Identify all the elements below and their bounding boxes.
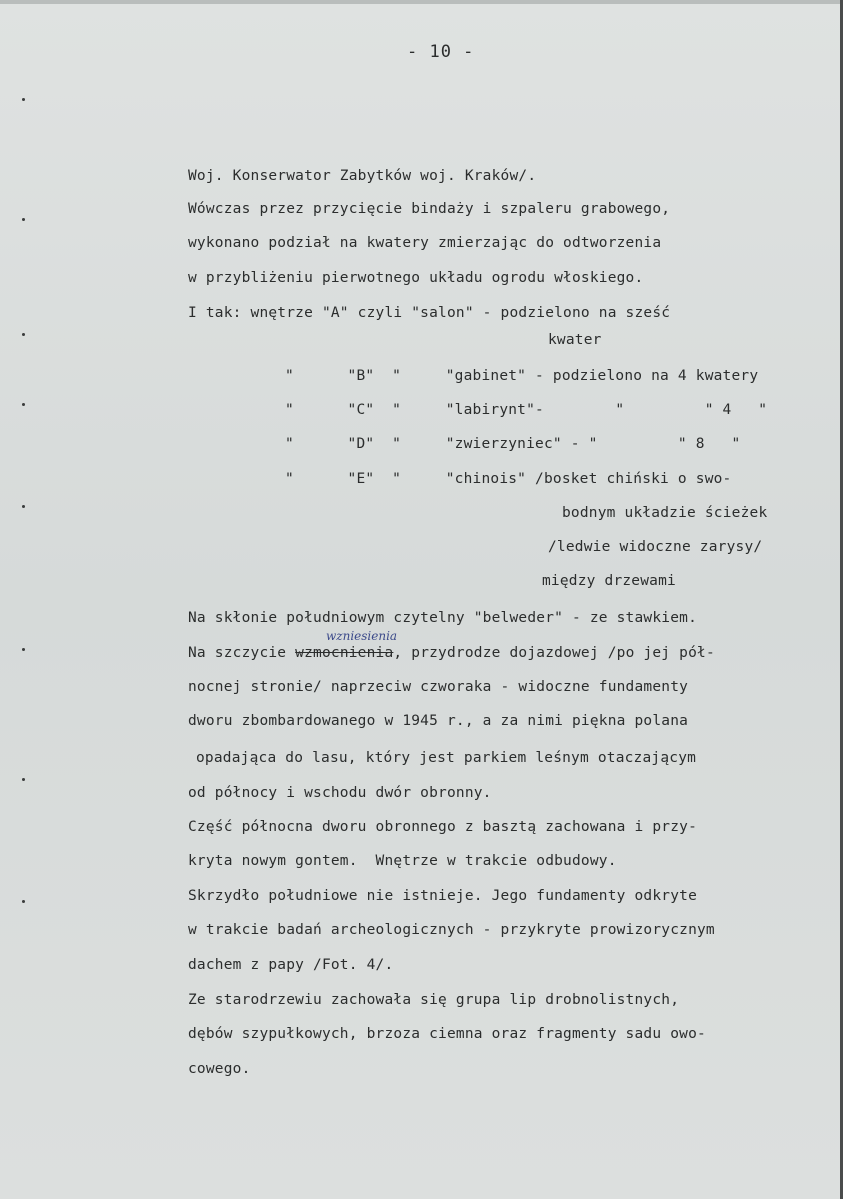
handwritten-correction: wzniesienia — [326, 629, 398, 643]
text-line: Skrzydło południowe nie istnieje. Jego fundamenty odkryte — [188, 888, 697, 904]
text-line: kwater — [548, 332, 602, 348]
list-row: " "B" " "gabinet" - podzielono na 4 kwatery — [285, 368, 759, 384]
text-line: kryta nowym gontem. Wnętrze w trakcie odbudowy. — [188, 853, 617, 869]
list-row: /ledwie widoczne zarysy/ — [548, 539, 763, 555]
list-row: między drzewami — [542, 573, 676, 589]
list-row: " "E" " "chinois" /bosket chiński o swo- — [285, 471, 732, 487]
text-line: dębów szypułkowych, brzoza ciemna oraz fragmenty sadu owo- — [188, 1026, 706, 1042]
text-line: w przybliżeniu pierwotnego układu ogrodu włoskiego. — [188, 270, 644, 286]
text-line: dworu zbombardowanego w 1945 r., a za nimi piękna polana — [188, 713, 689, 729]
text-segment: Na szczycie — [188, 645, 296, 661]
margin-mark — [22, 98, 25, 101]
margin-mark — [22, 403, 25, 406]
page-top-edge — [0, 0, 843, 4]
text-line: cowego. — [188, 1061, 251, 1077]
list-row: bodnym układzie ścieżek — [562, 505, 768, 521]
text-line: I tak: wnętrze "A" czyli "salon" - podzielono na sześć — [188, 305, 671, 321]
text-segment: , przydrodze dojazdowej /po jej pół- — [393, 645, 715, 661]
margin-mark — [22, 900, 25, 903]
margin-mark — [22, 218, 25, 221]
text-line: wykonano podział na kwatery zmierzając do odtworzenia — [188, 235, 662, 251]
list-row: " "C" " "labirynt"- " " 4 " — [285, 402, 768, 418]
text-line: dachem z papy /Fot. 4/. — [188, 957, 394, 973]
text-line: Część północna dworu obronnego z basztą zachowana i przy- — [188, 819, 697, 835]
page-number: - 10 - — [407, 42, 475, 62]
text-line: Woj. Konserwator Zabytków woj. Kraków/. — [188, 168, 537, 184]
margin-mark — [22, 333, 25, 336]
text-line — [188, 645, 715, 661]
text-line: opadająca do lasu, który jest parkiem leśnym otaczającym — [196, 750, 697, 766]
struck-word: wzmocnienia — [295, 645, 394, 661]
margin-mark — [22, 778, 25, 781]
text-line: Na skłonie południowym czytelny "belweder" - ze stawkiem. — [188, 610, 697, 626]
text-line: Ze starodrzewiu zachowała się grupa lip drobnolistnych, — [188, 992, 680, 1008]
margin-mark — [22, 505, 25, 508]
margin-mark — [22, 648, 25, 651]
text-line: nocnej stronie/ naprzeciw czworaka - widoczne fundamenty — [188, 679, 689, 695]
list-row: " "D" " "zwierzyniec" - " " 8 " — [285, 436, 741, 452]
text-line: w trakcie badań archeologicznych - przykryte prowizorycznym — [188, 922, 715, 938]
text-line: od północy i wschodu dwór obronny. — [188, 785, 492, 801]
text-line: Wówczas przez przycięcie bindaży i szpaleru grabowego, — [188, 201, 671, 217]
